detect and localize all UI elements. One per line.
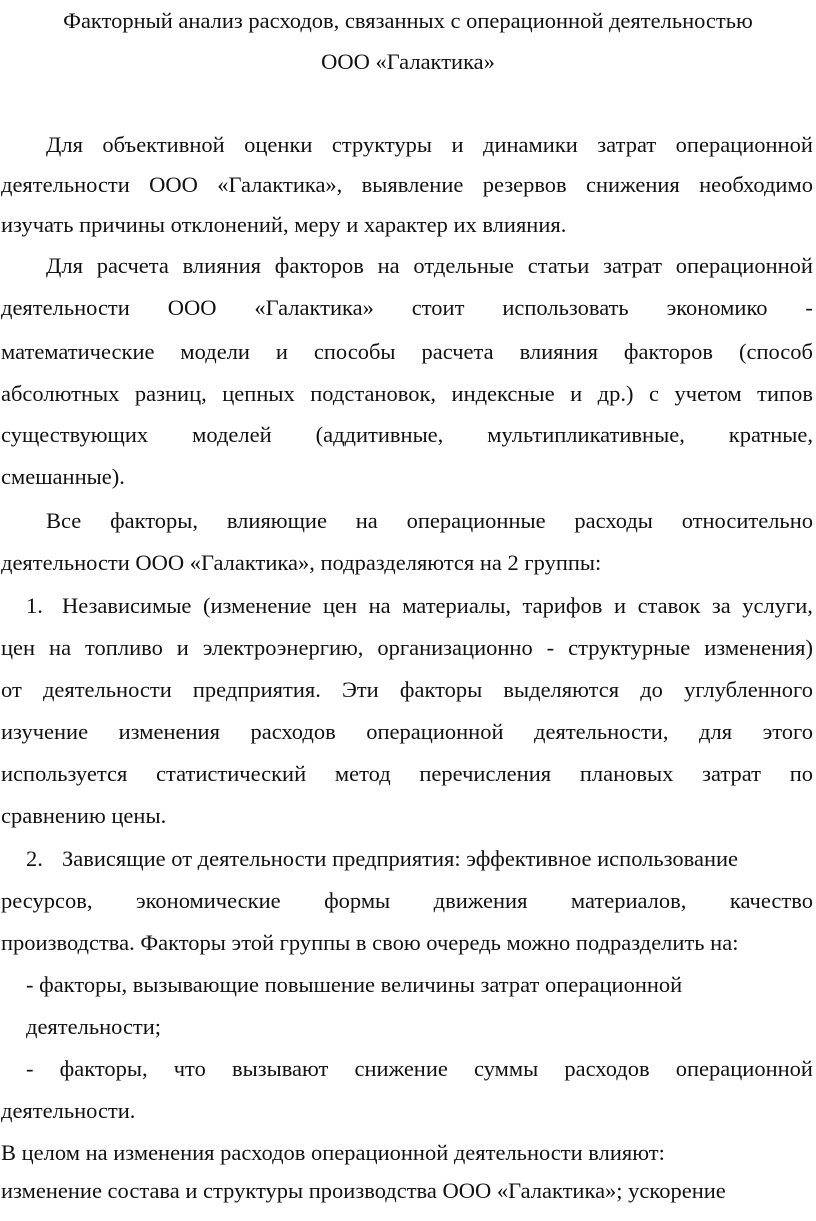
list-item-1-line-1-word: услуги,: [742, 593, 813, 618]
list-item-1-line-3-word: до: [640, 677, 663, 702]
dash-item-1-line-1: - факторы, вызывающие повышение величины затрат операционной: [26, 972, 683, 997]
paragraph-3-line-1-word: расходы: [574, 508, 653, 533]
list-item-1-line-5-word: перечисления: [419, 761, 552, 786]
paragraph-2-line-2-word: деятельности: [1, 295, 130, 320]
paragraph-2-line-4-word: с: [648, 381, 659, 406]
dash-item-2-line-1-word: факторы,: [59, 1056, 148, 1081]
paragraph-2-line-4-word: разниц,: [134, 381, 207, 406]
list-item-1-line-1: [62, 591, 813, 621]
list-item-1-line-2-word: цен: [1, 635, 36, 660]
paragraph-2-line-1-word: на: [377, 253, 400, 278]
list-item-1-line-3-word: углубленного: [684, 677, 813, 702]
paragraph-2-line-2-word: стоит: [411, 295, 465, 320]
paragraph-3-line-1-word: Все: [46, 508, 82, 533]
paragraph-2-line-4-word: подстановок,: [310, 381, 437, 406]
list-item-2-line-2-word: формы: [324, 888, 391, 913]
list-item-1-line-1-word: материалы,: [402, 593, 511, 618]
dash-item-2-line-1-word: расходов: [564, 1056, 650, 1081]
paragraph-2-line-4-word: цепных: [222, 381, 295, 406]
paragraph-1-line-2: [1, 170, 813, 200]
list-item-1-line-2: [1, 633, 813, 663]
paragraph-2-line-3-word: способы: [313, 339, 396, 364]
paragraph-4-line-2: изменение состава и структуры производства ООО «Галактика»; ускорение: [1, 1178, 726, 1203]
paragraph-2-line-1-word: отдельные: [413, 253, 514, 278]
dash-item-2-line-1-word: что: [173, 1056, 206, 1081]
paragraph-2-line-4-word: и: [570, 381, 583, 406]
paragraph-2-line-3-word: математические: [1, 339, 155, 364]
list-item-2-line-1: Зависящие от деятельности предприятия: эффективное использование: [62, 846, 739, 871]
list-item-1-line-4: [1, 717, 813, 747]
paragraph-2-line-4-word: др.): [597, 381, 634, 406]
dash-item-2-line-1-word: операционной: [675, 1056, 813, 1081]
document-title-line-1: Факторный анализ расходов, связанных с операционной деятельностью: [63, 8, 753, 33]
paragraph-2-line-2-word: использовать: [502, 295, 629, 320]
list-item-1-line-4-word: изменения: [118, 719, 220, 744]
list-item-1-line-1-word: Независимые: [62, 593, 192, 618]
list-item-2-line-2: [1, 886, 813, 916]
paragraph-1-line-2-word: снижения: [586, 172, 680, 197]
list-item-1-line-2-word: и: [176, 635, 189, 660]
paragraph-2-line-3-word: влияния: [519, 339, 598, 364]
paragraph-2-line-1-word: операционной: [675, 253, 813, 278]
paragraph-1-line-2-word: выявление: [361, 172, 464, 197]
dash-item-2-line-1: [26, 1054, 813, 1084]
paragraph-1-line-1-word: оценки: [244, 132, 313, 157]
paragraph-2-line-4-word: учетом: [674, 381, 742, 406]
list-item-1-line-2-word: -: [546, 635, 555, 660]
list-item-1-line-2-word: структурные: [568, 635, 691, 660]
list-item-1-line-5: [1, 759, 813, 789]
list-item-1-line-2-word: топливо: [85, 635, 163, 660]
paragraph-3-line-1: [46, 506, 813, 536]
dash-item-2-line-1-word: снижение: [354, 1056, 448, 1081]
list-item-1-line-4-word: операционной: [366, 719, 504, 744]
paragraph-3-line-1-word: операционные: [406, 508, 546, 533]
paragraph-2-line-2-word: экономико: [666, 295, 768, 320]
list-item-1-line-4-word: расходов: [250, 719, 336, 744]
paragraph-2-line-3-word: модели: [180, 339, 250, 364]
list-item-2-line-3: производства. Факторы этой группы в свою очередь можно подразделить на:: [1, 930, 739, 955]
paragraph-2-line-3-word: расчета: [421, 339, 494, 364]
paragraph-2-line-5: [1, 420, 813, 450]
list-item-1-line-3: [1, 675, 813, 705]
list-item-1-line-5-word: плановых: [579, 761, 674, 786]
paragraph-2-line-6: смешанные).: [1, 464, 125, 489]
paragraph-2-line-3-word: факторов: [623, 339, 714, 364]
paragraph-2-line-1-word: факторов: [274, 253, 364, 278]
paragraph-2-line-4-word: типов: [757, 381, 813, 406]
paragraph-1-line-3: изучать причины отклонений, меру и характер их влияния.: [1, 212, 567, 237]
list-item-1-line-5-word: затрат: [702, 761, 761, 786]
list-item-2-line-2-word: материалов,: [570, 888, 687, 913]
paragraph-1-line-1-word: динамики: [483, 132, 578, 157]
list-item-1-line-1-word: на: [368, 593, 391, 618]
list-item-1-line-1-word: цен: [322, 593, 358, 618]
paragraph-1-line-1: [46, 130, 813, 160]
paragraph-2-line-4-word: абсолютных: [1, 381, 120, 406]
paragraph-3-line-1-word: на: [355, 508, 378, 533]
list-item-1-line-3-word: от: [1, 677, 22, 702]
paragraph-1-line-2-word: ООО: [149, 172, 198, 197]
list-item-1-line-4-word: этого: [762, 719, 813, 744]
list-item-2-line-2-word: качество: [729, 888, 813, 913]
list-item-1-line-3-word: деятельности: [42, 677, 172, 702]
paragraph-3-line-1-word: факторы,: [110, 508, 199, 533]
paragraph-2-line-1-word: расчета: [96, 253, 169, 278]
paragraph-2-line-2: [1, 293, 813, 323]
paragraph-2-line-4-word: индексные: [451, 381, 555, 406]
list-item-1-line-3-word: Эти: [342, 677, 379, 702]
dash-item-2-line-1-word: суммы: [474, 1056, 539, 1081]
dash-item-2-line-1-word: вызывают: [231, 1056, 329, 1081]
paragraph-2-line-1-word: затрат: [603, 253, 662, 278]
list-item-1-line-2-word: изменения): [704, 635, 813, 660]
list-item-1-line-5-word: статистический: [156, 761, 307, 786]
list-item-1-line-4-word: изучение: [1, 719, 89, 744]
paragraph-2-line-4: [1, 379, 813, 409]
paragraph-2-line-1-word: Для: [46, 253, 83, 278]
list-item-1-line-2-word: электроэнергию,: [202, 635, 364, 660]
dash-item-2-line-2: деятельности.: [1, 1098, 136, 1123]
document-title-line-2: ООО «Галактика»: [321, 49, 495, 74]
list-item-2-line-2-word: ресурсов,: [1, 888, 93, 913]
list-item-1-line-1-word: тарифов: [522, 593, 603, 618]
list-item-1-line-1-word: ставок: [637, 593, 701, 618]
paragraph-4-line-1: В целом на изменения расходов операционной деятельности влияют:: [1, 1140, 665, 1165]
list-item-1-line-2-word: на: [49, 635, 72, 660]
paragraph-2-line-2-word: ООО: [167, 295, 217, 320]
list-item-1-line-1-word: и: [613, 593, 626, 618]
list-item-1-line-4-word: деятельности,: [534, 719, 669, 744]
paragraph-2-line-5-word: (аддитивные,: [315, 422, 444, 447]
paragraph-1-line-1-word: объективной: [102, 132, 225, 157]
paragraph-2-line-5-word: моделей: [192, 422, 272, 447]
paragraph-3-line-1-word: влияющие: [226, 508, 327, 533]
paragraph-1-line-1-word: и: [451, 132, 464, 157]
list-item-1-line-4-word: для: [699, 719, 733, 744]
paragraph-1-line-2-word: деятельности: [1, 172, 130, 197]
list-item-1-line-3-word: выделяются: [503, 677, 620, 702]
list-item-1-line-6: сравнению цены.: [1, 803, 167, 828]
paragraph-2-line-2-word: «Галактика»: [254, 295, 374, 320]
paragraph-1-line-1-word: структуры: [331, 132, 433, 157]
list-item-1-line-5-word: используется: [1, 761, 128, 786]
list-item-1-line-1-word: (изменение: [202, 593, 312, 618]
list-item-1-line-3-word: факторы: [399, 677, 483, 702]
paragraph-1-line-1-word: операционной: [675, 132, 813, 157]
list-item-2-line-2-word: движения: [433, 888, 528, 913]
list-item-1-line-1-word: за: [711, 593, 731, 618]
paragraph-2-line-5-word: мультипликативные,: [487, 422, 685, 447]
list-item-1-line-3-word: предприятия.: [192, 677, 321, 702]
dash-item-1-line-2: деятельности;: [26, 1014, 162, 1039]
paragraph-2-line-1-word: статьи: [527, 253, 590, 278]
list-item-1-marker: 1.: [26, 593, 43, 618]
paragraph-3-line-2: деятельности ООО «Галактика», подразделяются на 2 группы:: [1, 550, 602, 575]
paragraph-1-line-2-word: резервов: [482, 172, 567, 197]
paragraph-2-line-1-word: влияния: [182, 253, 261, 278]
paragraph-2-line-1: [46, 251, 813, 281]
paragraph-1-line-1-word: Для: [46, 132, 83, 157]
paragraph-1-line-1-word: затрат: [597, 132, 657, 157]
list-item-1-line-5-word: метод: [334, 761, 391, 786]
paragraph-2-line-5-word: кратные,: [728, 422, 813, 447]
paragraph-1-line-2-word: необходимо: [699, 172, 813, 197]
list-item-2-marker: 2.: [26, 846, 43, 871]
paragraph-2-line-3: [1, 337, 813, 367]
paragraph-2-line-3-word: (способ: [738, 339, 813, 364]
dash-item-2-line-1-word: -: [26, 1056, 34, 1081]
list-item-1-line-5-word: по: [789, 761, 813, 786]
paragraph-2-line-2-word: -: [805, 295, 813, 320]
list-item-2-line-2-word: экономические: [135, 888, 281, 913]
paragraph-3-line-1-word: относительно: [681, 508, 813, 533]
paragraph-2-line-5-word: существующих: [1, 422, 149, 447]
paragraph-2-line-3-word: и: [275, 339, 288, 364]
paragraph-1-line-2-word: «Галактика»,: [217, 172, 343, 197]
list-item-1-line-2-word: организационно: [377, 635, 533, 660]
